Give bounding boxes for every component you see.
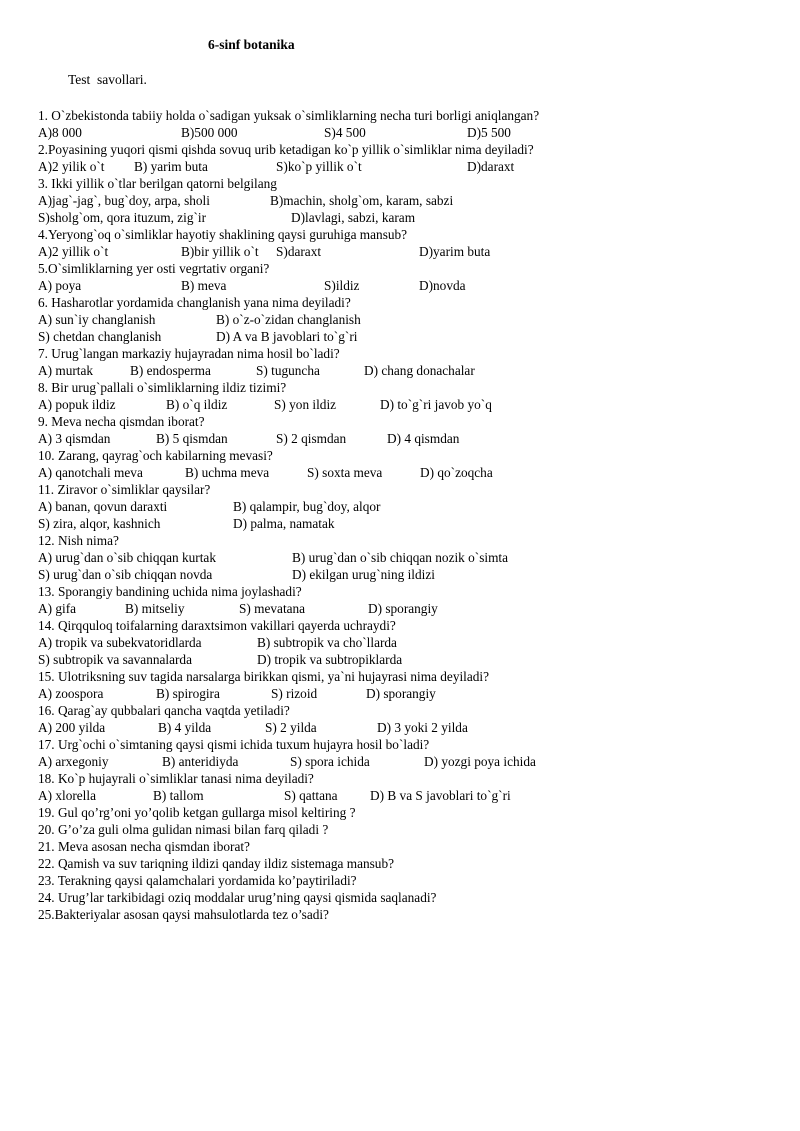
question-text: 20. G’o’za guli olma gulidan nimasi bilan farq qiladi ? xyxy=(38,822,329,837)
answer-options-line xyxy=(38,209,778,226)
answer-option: D)yarim buta xyxy=(419,244,491,259)
answer-option: D) 4 qismdan xyxy=(387,431,460,446)
page-subtitle: Test savollari. xyxy=(68,72,147,87)
question-text: 7. Urug`langan markaziy hujayradan nima hosil bo`ladi? xyxy=(38,346,340,361)
answer-option: B) o`z-o`zidan changlanish xyxy=(216,312,361,327)
answer-option: S) tuguncha xyxy=(256,363,320,378)
answer-options-line xyxy=(38,430,778,447)
answer-option: D) palma, namatak xyxy=(233,516,335,531)
answer-option: S) rizoid xyxy=(271,686,318,701)
question-line xyxy=(38,838,778,855)
question-line xyxy=(38,583,778,600)
question-text: 2.Poyasining yuqori qismi qishda sovuq urib ketadigan ko`p yillik o`simliklar nima deyiladi? xyxy=(38,142,534,157)
answer-options-line xyxy=(38,515,778,532)
answer-option: S) 2 qismdan xyxy=(276,431,347,446)
answer-option: A)8 000 xyxy=(38,125,82,140)
answer-option: S) yon ildiz xyxy=(274,397,337,412)
answer-option: S)ko`p yillik o`t xyxy=(276,159,362,174)
answer-option: B)machin, sholg`om, karam, sabzi xyxy=(270,193,454,208)
answer-option: D) sporangiy xyxy=(366,686,436,701)
question-line xyxy=(38,481,778,498)
question-text: 4.Yeryong`oq o`simliklar hayotiy shaklining qaysi guruhiga mansub? xyxy=(38,227,408,242)
answer-option: S) urug`dan o`sib chiqqan novda xyxy=(38,567,213,582)
question-text: 16. Qarag`ay qubbalari qancha vaqtda yetiladi? xyxy=(38,703,290,718)
answer-option: B) uchma meva xyxy=(185,465,270,480)
answer-option: B) qalampir, bug`doy, alqor xyxy=(233,499,381,514)
answer-option: A) tropik va subekvatoridlarda xyxy=(38,635,202,650)
answer-option: B) anteridiyda xyxy=(162,754,239,769)
answer-option: A) poya xyxy=(38,278,82,293)
answer-options-line xyxy=(38,787,778,804)
answer-option: D)lavlagi, sabzi, karam xyxy=(291,210,416,225)
answer-option: B)bir yillik o`t xyxy=(181,244,259,259)
question-text: 15. Ulotriksning suv tagida narsalarga birikkan qismi, ya`ni hujayrasi nima deyiladi? xyxy=(38,669,490,684)
answer-option: A) gifa xyxy=(38,601,77,616)
answer-option: S)daraxt xyxy=(276,244,322,259)
question-text: 5.O`simliklarning yer osti vegrtativ organi? xyxy=(38,261,270,276)
question-line xyxy=(38,141,778,158)
answer-option: A)2 yilik o`t xyxy=(38,159,105,174)
question-text: 23. Terakning qaysi qalamchalari yordamida ko’paytiriladi? xyxy=(38,873,357,888)
question-line xyxy=(38,906,778,923)
question-text: 9. Meva necha qismdan iborat? xyxy=(38,414,205,429)
answer-option: B) tallom xyxy=(153,788,204,803)
answer-options-line xyxy=(38,362,778,379)
answer-option: D) 3 yoki 2 yilda xyxy=(377,720,468,735)
question-line xyxy=(38,889,778,906)
question-line xyxy=(38,617,778,634)
question-text: 11. Ziravor o`simliklar qaysilar? xyxy=(38,482,211,497)
question-text: 18. Ko`p hujayrali o`simliklar tanasi nima deyiladi? xyxy=(38,771,314,786)
question-line xyxy=(38,379,778,396)
answer-option: D) yozgi poya ichida xyxy=(424,754,536,769)
answer-option: A) zoospora xyxy=(38,686,104,701)
answer-option: A) murtak xyxy=(38,363,94,378)
answer-options-line xyxy=(38,600,778,617)
question-line xyxy=(38,260,778,277)
answer-options-line xyxy=(38,158,778,175)
answer-options-line xyxy=(38,192,778,209)
answer-option: D) ekilgan urug`ning ildizi xyxy=(292,567,435,582)
answer-option: S) chetdan changlanish xyxy=(38,329,162,344)
question-line xyxy=(38,668,778,685)
answer-option: A) urug`dan o`sib chiqqan kurtak xyxy=(38,550,216,565)
question-text: 14. Qirqquloq toifalarning daraxtsimon vakillari qayerda uchraydi? xyxy=(38,618,396,633)
question-text: 12. Nish nima? xyxy=(38,533,119,548)
question-line xyxy=(38,702,778,719)
question-line xyxy=(38,872,778,889)
answer-options-line xyxy=(38,124,778,141)
answer-options-line xyxy=(38,311,778,328)
answer-options-line xyxy=(38,685,778,702)
answer-option: A) 3 qismdan xyxy=(38,431,111,446)
question-text: 17. Urg`ochi o`simtaning qaysi qismi ichida tuxum hujayra hosil bo`ladi? xyxy=(38,737,430,752)
answer-option: A)jag`-jag`, bug`doy, arpa, sholi xyxy=(38,193,210,208)
question-text: 25.Bakteriyalar asosan qaysi mahsulotlarda tez o’sadi? xyxy=(38,907,329,922)
answer-option: S)ildiz xyxy=(324,278,360,293)
question-line xyxy=(38,175,778,192)
question-line xyxy=(38,804,778,821)
question-text: 3. Ikki yillik o`tlar berilgan qatorni belgilang xyxy=(38,176,277,191)
question-list xyxy=(38,107,778,923)
answer-option: A) xlorella xyxy=(38,788,96,803)
answer-option: A) 200 yilda xyxy=(38,720,106,735)
answer-option: S) zira, alqor, kashnich xyxy=(38,516,161,531)
question-text: 22. Qamish va suv tariqning ildizi qanday ildiz sistemaga mansub? xyxy=(38,856,394,871)
answer-option: A) qanotchali meva xyxy=(38,465,143,480)
answer-option: D)5 500 xyxy=(467,125,511,140)
answer-option: B) subtropik va cho`llarda xyxy=(257,635,397,650)
answer-option: S)sholg`om, qora ituzum, zig`ir xyxy=(38,210,207,225)
answer-option: S) mevatana xyxy=(239,601,306,616)
question-line xyxy=(38,345,778,362)
answer-options-line xyxy=(38,549,778,566)
answer-option: B) urug`dan o`sib chiqqan nozik o`simta xyxy=(292,550,509,565)
answer-options-line xyxy=(38,651,778,668)
answer-option: B) 4 yilda xyxy=(158,720,212,735)
answer-option: B) spirogira xyxy=(156,686,220,701)
question-text: 21. Meva asosan necha qismdan iborat? xyxy=(38,839,250,854)
answer-option: B) yarim buta xyxy=(134,159,208,174)
question-line xyxy=(38,107,778,124)
answer-option: B) 5 qismdan xyxy=(156,431,228,446)
question-text: 8. Bir urug`pallali o`simliklarning ildiz tizimi? xyxy=(38,380,287,395)
question-text: 6. Hasharotlar yordamida changlanish yana nima deyiladi? xyxy=(38,295,351,310)
answer-option: S) spora ichida xyxy=(290,754,370,769)
answer-option: D)novda xyxy=(419,278,466,293)
answer-option: S) 2 yilda xyxy=(265,720,317,735)
question-text: 24. Urug’lar tarkibidagi oziq moddalar urug’ning qaysi qismida saqlanadi? xyxy=(38,890,437,905)
question-line xyxy=(38,413,778,430)
answer-option: D) tropik va subtropiklarda xyxy=(257,652,403,667)
question-text: 13. Sporangiy bandining uchida nima joylashadi? xyxy=(38,584,302,599)
answer-option: S) qattana xyxy=(284,788,338,803)
answer-option: D) sporangiy xyxy=(368,601,438,616)
question-text: 1. O`zbekistonda tabiiy holda o`sadigan yuksak o`simliklarning necha turi borligi aniqlangan? xyxy=(38,108,540,123)
question-line xyxy=(38,770,778,787)
answer-options-line xyxy=(38,634,778,651)
answer-option: B) mitseliy xyxy=(125,601,185,616)
answer-option: B) meva xyxy=(181,278,227,293)
answer-options-line xyxy=(38,753,778,770)
answer-option: S)4 500 xyxy=(324,125,366,140)
answer-option: A) banan, qovun daraxti xyxy=(38,499,168,514)
answer-option: D) A va B javoblari to`g`ri xyxy=(216,329,358,344)
answer-options-line xyxy=(38,719,778,736)
answer-option: A) sun`iy changlanish xyxy=(38,312,156,327)
question-line xyxy=(38,821,778,838)
answer-option: B) o`q ildiz xyxy=(166,397,228,412)
page-title: 6-sinf botanika xyxy=(208,37,295,52)
answer-option: B) endosperma xyxy=(130,363,211,378)
answer-option: S) soxta meva xyxy=(307,465,383,480)
question-line xyxy=(38,226,778,243)
question-line xyxy=(38,736,778,753)
answer-option: D)daraxt xyxy=(467,159,515,174)
answer-option: D) qo`zoqcha xyxy=(420,465,493,480)
answer-option: A)2 yillik o`t xyxy=(38,244,109,259)
answer-option: D) chang donachalar xyxy=(364,363,475,378)
question-line xyxy=(38,447,778,464)
question-line xyxy=(38,855,778,872)
question-text: 10. Zarang, qayrag`och kabilarning mevasi? xyxy=(38,448,273,463)
answer-option: S) subtropik va savannalarda xyxy=(38,652,192,667)
answer-option: A) arxegoniy xyxy=(38,754,109,769)
answer-option: A) popuk ildiz xyxy=(38,397,116,412)
question-text: 19. Gul qo’rg’oni yo’qolib ketgan gullarga misol keltiring ? xyxy=(38,805,356,820)
question-line xyxy=(38,532,778,549)
answer-option: B)500 000 xyxy=(181,125,238,140)
answer-option: D) B va S javoblari to`g`ri xyxy=(370,788,511,803)
answer-options-line xyxy=(38,277,778,294)
question-line xyxy=(38,294,778,311)
answer-option: D) to`g`ri javob yo`q xyxy=(380,397,492,412)
answer-options-line xyxy=(38,396,778,413)
answer-options-line xyxy=(38,566,778,583)
answer-options-line xyxy=(38,328,778,345)
answer-options-line xyxy=(38,464,778,481)
answer-options-line xyxy=(38,498,778,515)
answer-options-line xyxy=(38,243,778,260)
